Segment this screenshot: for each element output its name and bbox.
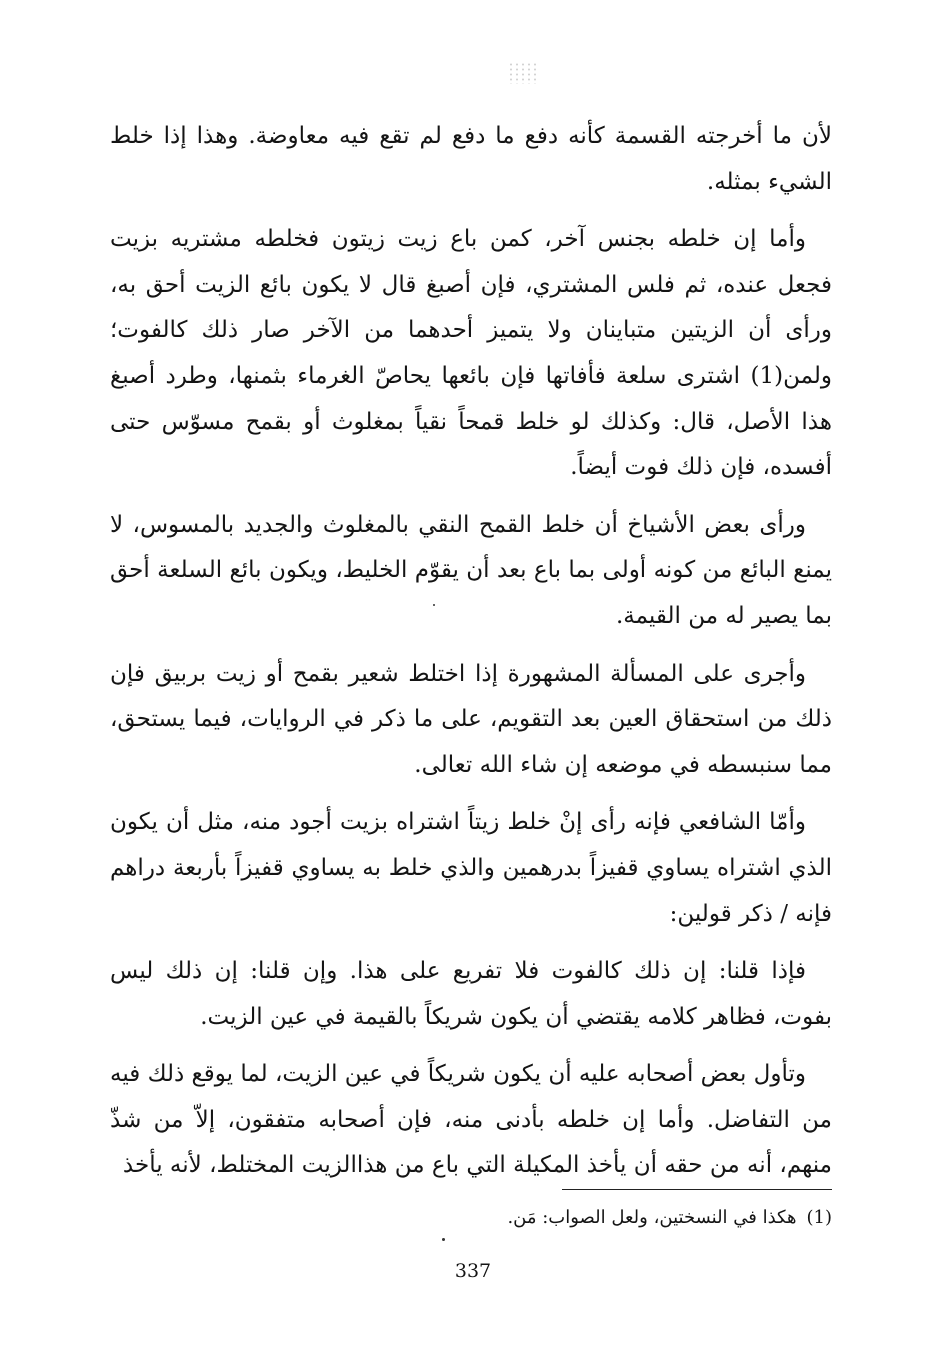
paragraph-3: ورأى بعض الأشياخ أن خلط القمح النقي بالمغلوث والجديد بالمسوس، لا يمنع البائع من كونه أولى بما باع بعد أن يقوّم الخليط، ويكون بائع السلعة أحق بما يصير له من القيمة.: [110, 511, 832, 629]
footnote: [110, 1204, 832, 1232]
paragraph-4: وأجرى على المسألة المشهورة إذا اختلط شعير بقمح أو زيت بربيق فإن ذلك من استحقاق العين بعد التقويم، على ما ذكر في الروايات، فيما يستحق، مما سنبسطه في موضعه إن شاء الله تعالى.: [110, 660, 832, 778]
paragraph-6: فإذا قلنا: إن ذلك كالفوت فلا تفريع على هذا. وإن قلنا: إن ذلك ليس بفوت، فظاهر كلامه يقتضي أن يكون شريكاً بالقيمة في عين الزيت.: [110, 958, 832, 1030]
page-number: 337: [454, 1260, 492, 1282]
paragraph-1: لأن ما أخرجته القسمة كأنه دفع ما دفع لم تقع فيه معاوضة. وهذا إذا خلط الشيء بمثله.: [110, 123, 832, 195]
footnote-text: هكذا في النسختين، ولعل الصواب: مَن.: [507, 1207, 797, 1228]
footnote-separator: [562, 1189, 832, 1190]
paragraph-2: وأما إن خلطه بجنس آخر، كمن باع زيت زيتون فخلطه مشتريه بزيت فجعل عنده، ثم فلس المشتري، فإن أصبغ قال لا يكون بائع الزيت أحق به، ورأى أن الزيتين متباينان ولا يتميز أحدهما من الآخر صار ذلك كالفوت؛ ولمن(1) اشترى سلعة فأفاتها فإن بائعها يحاصّ الغرماء بثمنها، وطرد أصبغ هذا الأصل، قال: وكذلك لو خلط قمحاً نقياً بمغلوث أو بقمح مسوّس حتى أفسده، فإن ذلك فوت أيضاً.: [110, 226, 832, 481]
paragraph-7: وتأول بعض أصحابه عليه أن يكون شريكاً في عين الزيت، لما يوقع ذلك فيه من التفاضل. وأما إن خلطه بأدنى منه، فإن أصحابه متفقون، إلاّ من شذّ منهم، أنه من حقه أن يأخذ المكيلة التي باع من هذاالزيت المختلط، لأنه يأخذ: [110, 1061, 832, 1179]
scan-dot-mark: [433, 604, 435, 606]
footnote-number: (1): [806, 1207, 832, 1228]
scan-dot-mark: [442, 1238, 445, 1241]
main-text-block: [110, 114, 832, 1201]
paragraph-5: وأمّا الشافعي فإنه رأى إنْ خلط زيتاً اشتراه بزيت أجود منه، مثل أن يكون الذي اشتراه يساوي قفيزاً بدرهمين والذي خلط به يساوي قفيزاً بأربعة دراهم فإنه / ذكر قولين:: [110, 809, 832, 927]
scan-speck-mark: [508, 62, 538, 84]
